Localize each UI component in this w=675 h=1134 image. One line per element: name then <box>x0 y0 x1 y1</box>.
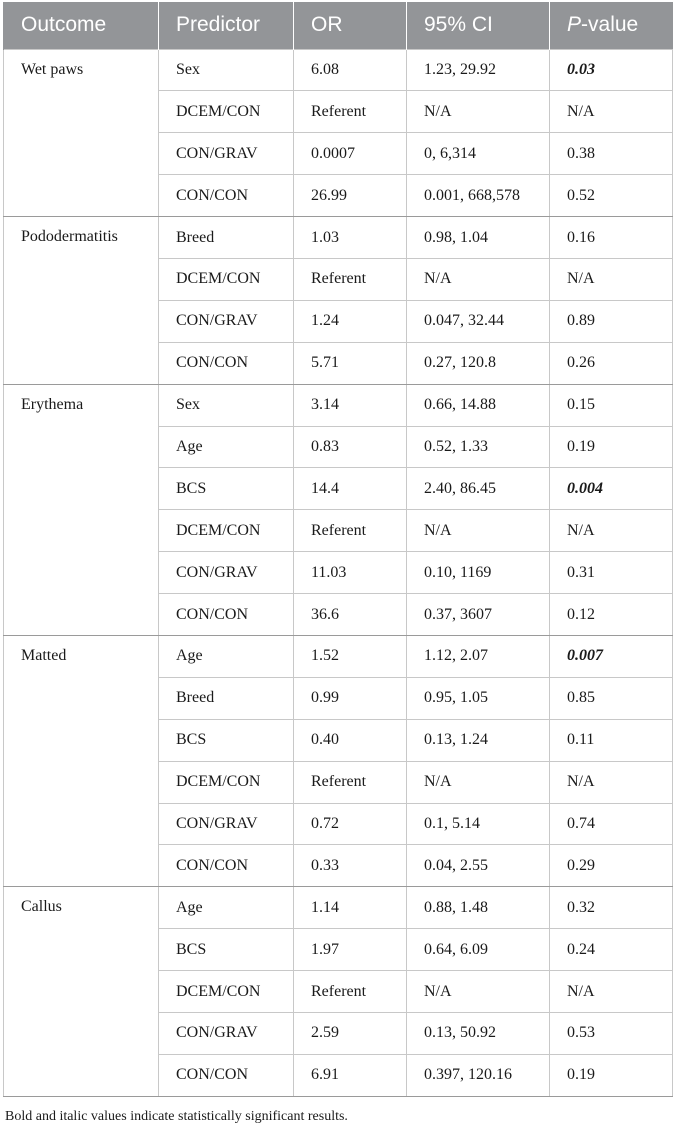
or-cell: 1.03 <box>294 217 407 259</box>
p-value-cell: 0.007 <box>550 635 673 677</box>
ci-cell: 0.95, 1.05 <box>407 677 550 719</box>
predictor-cell: Sex <box>159 384 294 426</box>
regression-results-table <box>3 2 673 1097</box>
or-cell: 2.59 <box>294 1012 407 1054</box>
p-value-cell: 0.03 <box>550 49 673 91</box>
p-value-cell: 0.32 <box>550 887 673 929</box>
predictor-cell: Age <box>159 426 294 468</box>
outcome-cell: Callus <box>4 887 159 1096</box>
header-or: OR <box>294 2 407 49</box>
predictor-cell: Breed <box>159 217 294 259</box>
header-row <box>4 2 673 49</box>
predictor-cell: DCEM/CON <box>159 510 294 552</box>
or-cell: 0.72 <box>294 803 407 845</box>
ci-cell: 0.10, 1169 <box>407 552 550 594</box>
p-value-cell: 0.85 <box>550 677 673 719</box>
or-cell: 1.14 <box>294 887 407 929</box>
table-row <box>4 217 673 259</box>
ci-cell: 0.047, 32.44 <box>407 300 550 342</box>
p-value-cell: 0.24 <box>550 929 673 971</box>
or-cell: Referent <box>294 510 407 552</box>
ci-cell: N/A <box>407 91 550 133</box>
predictor-cell: CON/CON <box>159 1054 294 1096</box>
p-value-cell: 0.53 <box>550 1012 673 1054</box>
predictor-cell: DCEM/CON <box>159 91 294 133</box>
outcome-cell: Pododermatitis <box>4 217 159 385</box>
table-row <box>4 49 673 91</box>
p-value-cell: N/A <box>550 258 673 300</box>
ci-cell: 0.27, 120.8 <box>407 342 550 384</box>
ci-cell: 0.1, 5.14 <box>407 803 550 845</box>
header-outcome: Outcome <box>4 2 159 49</box>
or-cell: Referent <box>294 971 407 1013</box>
or-cell: 26.99 <box>294 175 407 217</box>
p-value-cell: N/A <box>550 761 673 803</box>
ci-cell: 2.40, 86.45 <box>407 468 550 510</box>
ci-cell: 0.88, 1.48 <box>407 887 550 929</box>
or-cell: 5.71 <box>294 342 407 384</box>
predictor-cell: DCEM/CON <box>159 761 294 803</box>
header-p-value <box>550 2 673 49</box>
predictor-cell: Age <box>159 635 294 677</box>
p-value-cell: 0.12 <box>550 594 673 636</box>
ci-cell: 0.52, 1.33 <box>407 426 550 468</box>
ci-cell: 0.98, 1.04 <box>407 217 550 259</box>
header-ci: 95% CI <box>407 2 550 49</box>
results-table-container <box>3 2 672 1125</box>
or-cell: 0.40 <box>294 719 407 761</box>
predictor-cell: CON/GRAV <box>159 300 294 342</box>
outcome-cell: Matted <box>4 635 159 886</box>
ci-cell: 0.397, 120.16 <box>407 1054 550 1096</box>
predictor-cell: CON/CON <box>159 594 294 636</box>
or-cell: 6.91 <box>294 1054 407 1096</box>
table-body <box>4 49 673 1096</box>
predictor-cell: CON/GRAV <box>159 803 294 845</box>
ci-cell: 0.64, 6.09 <box>407 929 550 971</box>
predictor-cell: CON/CON <box>159 175 294 217</box>
or-cell: 6.08 <box>294 49 407 91</box>
or-cell: 11.03 <box>294 552 407 594</box>
table-header <box>4 2 673 49</box>
ci-cell: 0.04, 2.55 <box>407 845 550 887</box>
p-value-cell: N/A <box>550 91 673 133</box>
p-value-cell: N/A <box>550 510 673 552</box>
predictor-cell: Age <box>159 887 294 929</box>
header-p-letter: P <box>567 13 582 37</box>
ci-cell: 1.12, 2.07 <box>407 635 550 677</box>
ci-cell: 0.37, 3607 <box>407 594 550 636</box>
or-cell: 0.99 <box>294 677 407 719</box>
ci-cell: 0.66, 14.88 <box>407 384 550 426</box>
ci-cell: N/A <box>407 971 550 1013</box>
table-footnote: Bold and italic values indicate statistically significant results. <box>5 1108 348 1124</box>
or-cell: 0.33 <box>294 845 407 887</box>
p-value-cell: 0.15 <box>550 384 673 426</box>
ci-cell: 0, 6,314 <box>407 133 550 175</box>
predictor-cell: BCS <box>159 468 294 510</box>
outcome-cell: Wet paws <box>4 49 159 217</box>
or-cell: 0.0007 <box>294 133 407 175</box>
predictor-cell: Sex <box>159 49 294 91</box>
ci-cell: N/A <box>407 258 550 300</box>
p-value-cell: 0.26 <box>550 342 673 384</box>
ci-cell: N/A <box>407 761 550 803</box>
p-value-cell: 0.31 <box>550 552 673 594</box>
or-cell: 36.6 <box>294 594 407 636</box>
predictor-cell: CON/CON <box>159 845 294 887</box>
or-cell: 0.83 <box>294 426 407 468</box>
predictor-cell: CON/GRAV <box>159 1012 294 1054</box>
header-p-suffix: -value <box>581 13 639 37</box>
predictor-cell: CON/GRAV <box>159 552 294 594</box>
or-cell: Referent <box>294 761 407 803</box>
outcome-cell: Erythema <box>4 384 159 635</box>
or-cell: 1.97 <box>294 929 407 971</box>
p-value-cell: 0.89 <box>550 300 673 342</box>
predictor-cell: BCS <box>159 719 294 761</box>
or-cell: Referent <box>294 258 407 300</box>
header-predictor: Predictor <box>159 2 294 49</box>
p-value-cell: N/A <box>550 971 673 1013</box>
ci-cell: N/A <box>407 510 550 552</box>
p-value-cell: 0.38 <box>550 133 673 175</box>
or-cell: 1.52 <box>294 635 407 677</box>
p-value-cell: 0.74 <box>550 803 673 845</box>
predictor-cell: DCEM/CON <box>159 971 294 1013</box>
predictor-cell: CON/CON <box>159 342 294 384</box>
or-cell: Referent <box>294 91 407 133</box>
ci-cell: 0.13, 50.92 <box>407 1012 550 1054</box>
or-cell: 14.4 <box>294 468 407 510</box>
table-row <box>4 635 673 677</box>
predictor-cell: DCEM/CON <box>159 258 294 300</box>
or-cell: 3.14 <box>294 384 407 426</box>
table-row <box>4 384 673 426</box>
predictor-cell: BCS <box>159 929 294 971</box>
ci-cell: 0.13, 1.24 <box>407 719 550 761</box>
predictor-cell: Breed <box>159 677 294 719</box>
p-value-cell: 0.19 <box>550 1054 673 1096</box>
p-value-cell: 0.29 <box>550 845 673 887</box>
p-value-cell: 0.19 <box>550 426 673 468</box>
p-value-cell: 0.11 <box>550 719 673 761</box>
ci-cell: 0.001, 668,578 <box>407 175 550 217</box>
p-value-cell: 0.52 <box>550 175 673 217</box>
or-cell: 1.24 <box>294 300 407 342</box>
predictor-cell: CON/GRAV <box>159 133 294 175</box>
p-value-cell: 0.16 <box>550 217 673 259</box>
ci-cell: 1.23, 29.92 <box>407 49 550 91</box>
p-value-cell: 0.004 <box>550 468 673 510</box>
table-row <box>4 887 673 929</box>
